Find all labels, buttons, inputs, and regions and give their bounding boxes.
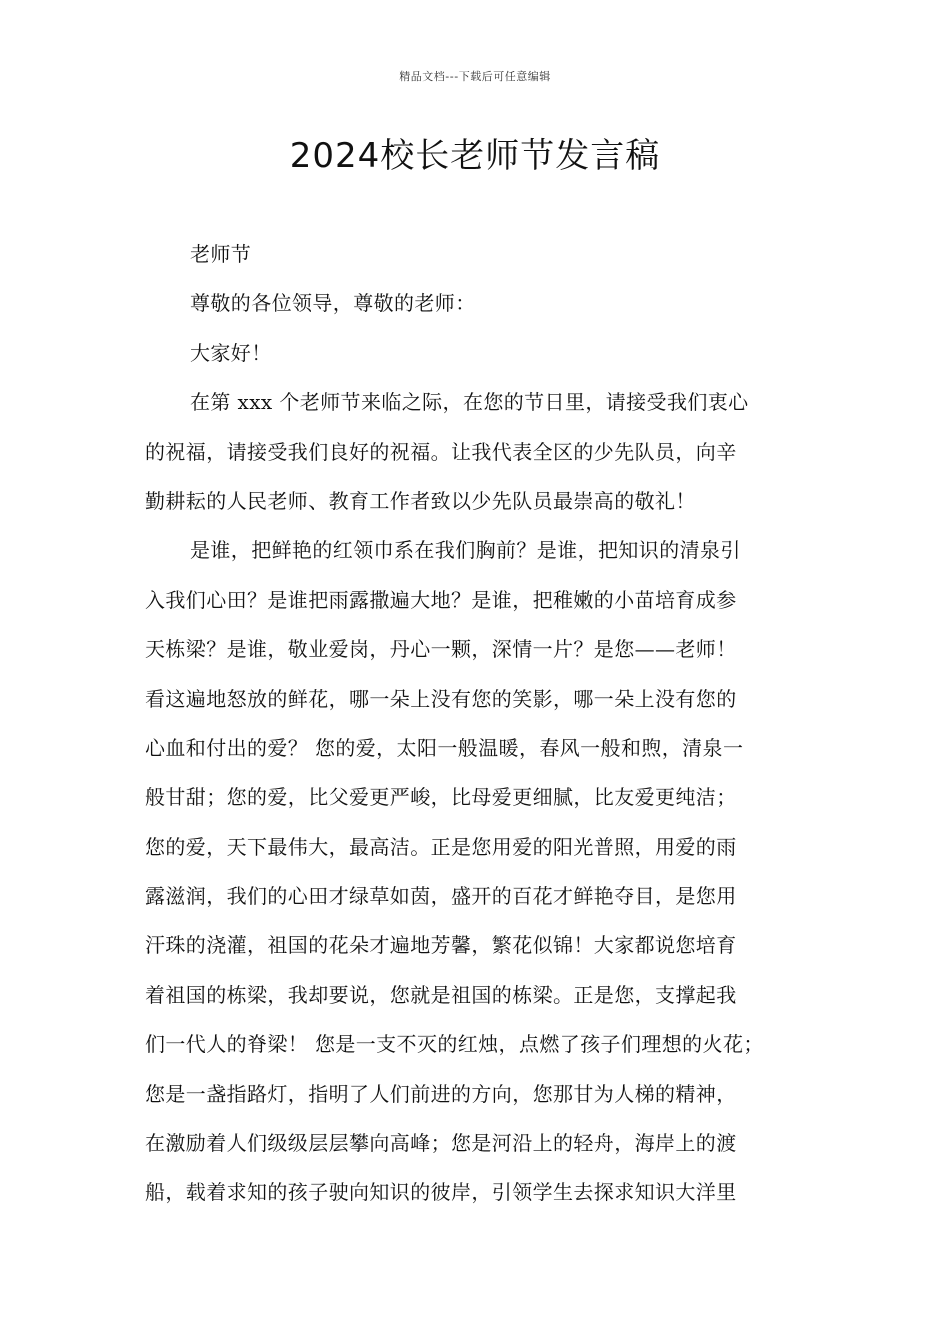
text-line: 在激励着人们级级层层攀向高峰；您是河沿上的轻舟，海岸上的渡 <box>145 1131 737 1156</box>
text-line: 天栋梁？是谁，敬业爱岗，丹心一颗，深情一片？是您——老师！ <box>145 637 737 662</box>
text-line: 您是一盏指路灯，指明了人们前进的方向，您那甘为人梯的精神， <box>145 1081 737 1106</box>
text-line: 入我们心田？是谁把雨露撒遍大地？是谁，把稚嫩的小苗培育成参 <box>145 587 737 612</box>
body-text <box>145 230 817 1218</box>
text-line: 着祖国的栋梁，我却要说，您就是祖国的栋梁。正是您，支撑起我 <box>145 982 737 1007</box>
text-line: 船，载着求知的孩子驶向知识的彼岸，引领学生去探求知识大洋里 <box>145 1180 737 1205</box>
text-line: 勤耕耘的人民老师、教育工作者致以少先队员最崇高的敬礼！ <box>145 488 696 513</box>
text-line: 是谁，把鲜艳的红领巾系在我们胸前？是谁，把知识的清泉引 <box>190 538 741 563</box>
text-line: 老师节 <box>190 242 252 266</box>
text-line: 般甘甜；您的爱，比父爱更严峻，比母爱更细腻，比友爱更纯洁； <box>145 785 737 810</box>
document-title: 2024校长老师节发言稿 <box>289 136 661 176</box>
text-line: 的祝福，请接受我们良好的祝福。让我代表全区的少先队员，向辛 <box>145 439 737 464</box>
text-line: 在第 xxx 个老师节来临之际，在您的节日里，请接受我们衷心 <box>190 390 749 415</box>
text-line: 您的爱，天下最伟大，最高洁。正是您用爱的阳光普照，用爱的雨 <box>145 834 737 859</box>
text-line: 尊敬的各位领导，尊敬的老师： <box>190 291 476 316</box>
text-line: 大家好！ <box>190 340 272 365</box>
text-line: 们一代人的脊梁！ 您是一支不灭的红烛，点燃了孩子们理想的火花； <box>145 1032 764 1057</box>
header-note: 精品文档---下载后可任意编辑 <box>399 70 551 83</box>
text-line: 露滋润，我们的心田才绿草如茵，盛开的百花才鲜艳夺目，是您用 <box>145 884 737 909</box>
text-line: 汗珠的浇灌，祖国的花朵才遍地芳馨，繁花似锦！大家都说您培育 <box>145 933 737 958</box>
text-line: 看这遍地怒放的鲜花，哪一朵上没有您的笑影，哪一朵上没有您的 <box>145 686 737 711</box>
text-line: 心血和付出的爱？ 您的爱，太阳一般温暖，春风一般和煦，清泉一 <box>145 735 744 760</box>
